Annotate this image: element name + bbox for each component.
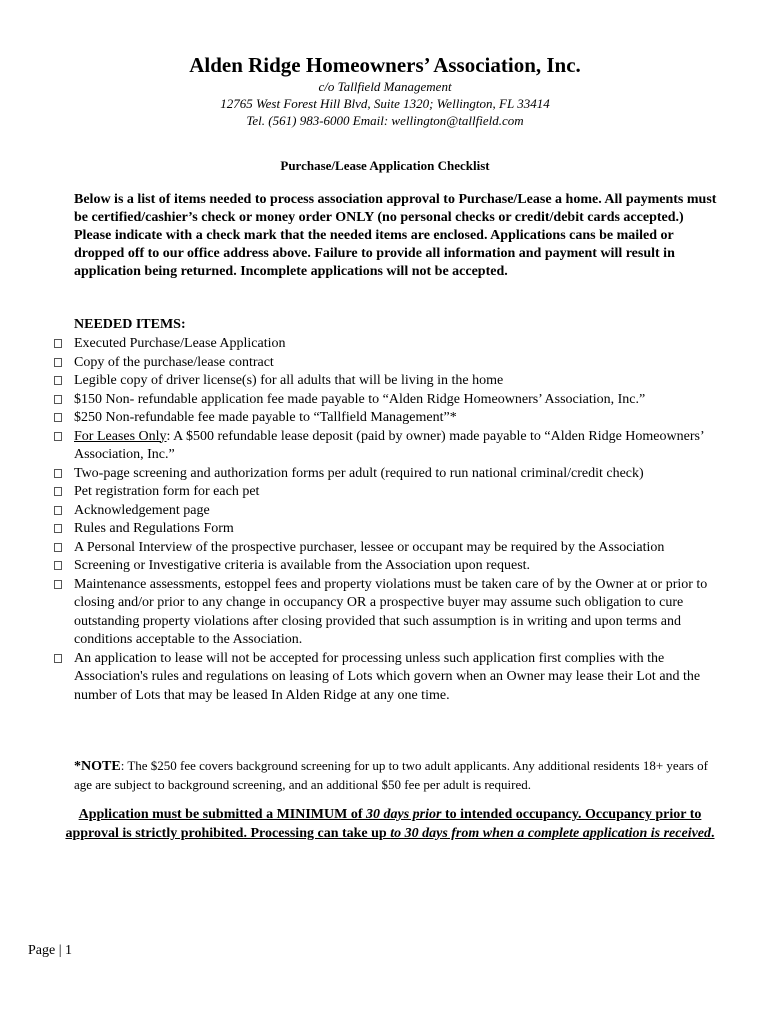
checkbox[interactable] xyxy=(54,580,62,589)
checkbox[interactable] xyxy=(54,432,62,441)
checkbox[interactable] xyxy=(54,654,62,663)
checklist-item: Rules and Regulations Form xyxy=(50,520,730,539)
checkbox[interactable] xyxy=(54,506,62,515)
checkbox[interactable] xyxy=(54,395,62,404)
needed-items-heading: NEEDED ITEMS: xyxy=(74,317,186,332)
checkbox[interactable] xyxy=(54,376,62,385)
checkbox[interactable] xyxy=(54,487,62,496)
checklist-item-lease: For Leases Only: A $500 refundable lease deposit (paid by owner) made payable to “Alden Ridge Homeowners’ Association, Inc.” xyxy=(50,428,730,465)
checklist-item: Pet registration form for each pet xyxy=(50,483,730,502)
note-label: *NOTE xyxy=(74,759,121,774)
checklist-item: Copy of the purchase/lease contract xyxy=(50,354,730,373)
checklist-item: An application to lease will not be accepted for processing unless such application first complies with the Association's rules and regulations on leasing of Lots which govern when an Owner may lease their Lot and the number of Lots that may be leased In Alden Ridge at any one time. xyxy=(50,650,730,706)
checklist-item: $250 Non-refundable fee made payable to “Tallfield Management”* xyxy=(50,409,730,428)
checkbox[interactable] xyxy=(54,358,62,367)
contact-line: Tel. (561) 983-6000 Email: wellington@tallfield.com xyxy=(246,113,524,128)
checklist-item: Legible copy of driver license(s) for all adults that will be living in the home xyxy=(50,372,730,391)
checkbox[interactable] xyxy=(54,339,62,348)
checkbox[interactable] xyxy=(54,413,62,422)
page-number: Page | 1 xyxy=(28,943,73,958)
page-title: Purchase/Lease Application Checklist xyxy=(280,158,490,173)
checklist-item: Executed Purchase/Lease Application xyxy=(50,335,730,354)
checklist-item: Two-page screening and authorization forms per adult (required to run national criminal/credit check) xyxy=(50,465,730,484)
care-of: c/o Tallfield Management xyxy=(318,79,452,94)
fee-note: *NOTE: The $250 fee covers background screening for up to two adult applicants. Any additional residents 18+ years of age are subject to background screening, and an additional $50 fee per adult is required. xyxy=(74,758,708,792)
checklist-item: Maintenance assessments, estoppel fees and property violations must be taken care of by the Owner at or prior to closing and/or prior to any change in occupancy OR a prospective buyer may assume such obligation to cure outstanding property violations after closing provided that such assumption is in writing and upon terms and conditions acceptable to the Association. xyxy=(50,576,730,650)
checklist-item: $150 Non- refundable application fee made payable to “Alden Ridge Homeowners’ Association, Inc.” xyxy=(50,391,730,410)
checklist-item: Screening or Investigative criteria is available from the Association upon request. xyxy=(50,557,730,576)
checklist xyxy=(50,335,730,705)
checklist-item: A Personal Interview of the prospective purchaser, lessee or occupant may be required by the Association xyxy=(50,539,730,558)
letterhead xyxy=(0,52,770,129)
submission-notice: Application must be submitted a MINIMUM of 30 days prior to intended occupancy. Occupancy prior to approval is strictly prohibited. Processing can take up to 30 days from when a complete application is received. xyxy=(65,807,715,841)
checkbox[interactable] xyxy=(54,543,62,552)
checkbox[interactable] xyxy=(54,561,62,570)
checkbox[interactable] xyxy=(54,469,62,478)
address: 12765 West Forest Hill Blvd, Suite 1320; Wellington, FL 33414 xyxy=(220,96,550,111)
org-name: Alden Ridge Homeowners’ Association, Inc. xyxy=(189,53,581,77)
checkbox[interactable] xyxy=(54,524,62,533)
lease-label: For Leases Only xyxy=(74,428,167,444)
intro-paragraph: Below is a list of items needed to process association approval to Purchase/Lease a home. All payments must be certified/cashier’s check or money order ONLY (no personal checks or credit/debit cards accepted.) Please indicate with a check mark that the needed items are enclosed. Applications cans be mailed or dropped off to our office address above. Failure to provide all information and payment will result in application being returned. Incomplete applications will not be accepted. xyxy=(74,192,717,279)
checklist-item: Acknowledgement page xyxy=(50,502,730,521)
